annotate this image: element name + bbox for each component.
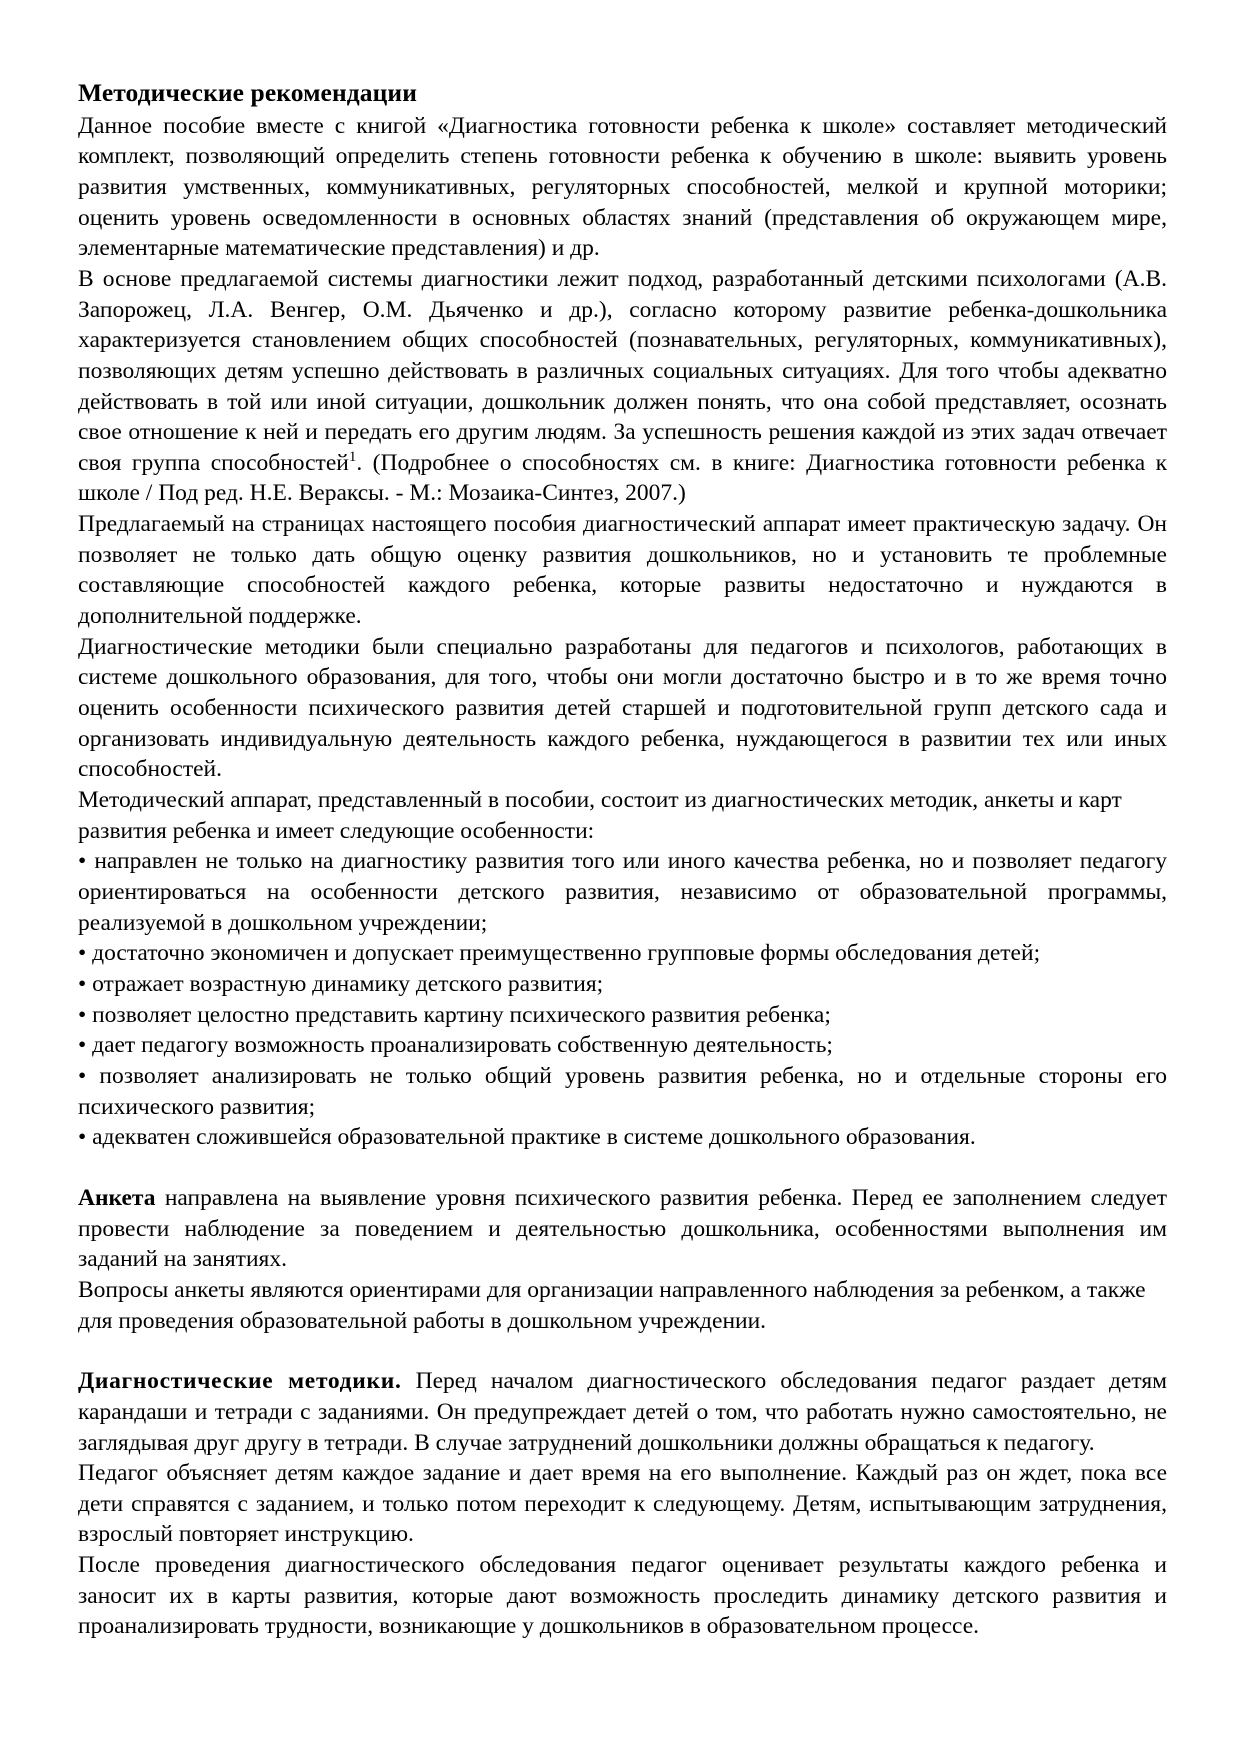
bullet-text: адекватен сложившейся образовательной практике в системе дошкольного образования. bbox=[92, 1124, 976, 1151]
section-text: направлена на выявление уровня психического развития ребенка. Перед ее заполнением следует провести наблюдение за поведением и деятельностью дошкольника, особенностями выполнения им заданий на занятиях. bbox=[78, 1184, 1167, 1273]
section-spacer bbox=[78, 1153, 1167, 1183]
bullet-marker: • bbox=[78, 848, 87, 875]
paragraph-text: Данное пособие вместе с книгой «Диагностика готовности ребенка к школе» составляет методический комплект, позволяющий определить степень готовности ребенка к обучению в школе: выявить уровень развития умственных, коммуникативных, регуляторных способностей, мелкой и крупной моторики; оценить уровень осведомленности в основных областях знаний (представления об окружающем мире, элементарные математические представления) и др. bbox=[78, 112, 1167, 262]
section-text: После проведения диагностического обследования педагог оценивает результаты каждого ребенка и заносит их в карты развития, которые дают возможность проследить динамику детского развития и проанализировать трудности, возникающие у дошкольников в образовательном процессе. bbox=[78, 1552, 1167, 1640]
bullet-marker: • bbox=[78, 970, 87, 997]
bullet-marker: • bbox=[78, 1062, 87, 1089]
bullet-text: позволяет анализировать не только общий уровень развития ребенка, но и отдельные стороны его психического развития; bbox=[78, 1062, 1167, 1120]
paragraph-methods-developed bbox=[78, 632, 1167, 785]
section-spacer bbox=[78, 1336, 1167, 1366]
paragraph-practical-task bbox=[78, 509, 1167, 632]
bullet-text: достаточно экономичен и допускает преимущественно групповые формы обследования детей; bbox=[92, 940, 1041, 967]
section-metodiki bbox=[78, 1366, 1167, 1458]
bullet-marker: • bbox=[78, 940, 87, 967]
section-metodiki-explain bbox=[78, 1458, 1167, 1550]
bullet-marker: • bbox=[78, 1032, 87, 1059]
paragraph-apparatus-features bbox=[78, 785, 1167, 846]
bullet-item bbox=[78, 1000, 1167, 1031]
section-text: Педагог объясняет детям каждое задание и дает время на его выполнение. Каждый раз он ждет, пока все дети справятся с заданием, и только потом переходит к следующему. Детям, испытывающим затруднения, взрослый повторяет инструкцию. bbox=[78, 1460, 1167, 1548]
page-title: Методические рекомендации bbox=[78, 78, 417, 107]
bullet-item bbox=[78, 1030, 1167, 1061]
footnote-marker: 1 bbox=[348, 448, 357, 465]
bullet-text: дает педагогу возможность проанализировать собственную деятельность; bbox=[92, 1032, 833, 1059]
bullet-item bbox=[78, 1061, 1167, 1122]
section-text: Перед началом диагностического обследования педагог раздает детям карандаши и тетради с заданиями. Он предупреждает детей о том, что работать нужно самостоятельно, не заглядывая друг другу в тетради. В случае затруднений дошкольники должны обращаться к педагогу. bbox=[78, 1368, 1168, 1456]
paragraph-text: Предлагаемый на страницах настоящего пособия диагностический аппарат имеет практическую задачу. Он позволяет не только дать общую оценку развития дошкольников, но и установить те проблемные составляющие способностей каждого ребенка, которые развиты недостаточно и нуждаются в дополнительной поддержке. bbox=[78, 511, 1167, 630]
section-anketa bbox=[78, 1183, 1167, 1275]
section-text: Вопросы анкеты являются ориентирами для организации направленного наблюдения за ребенком, а также для проведения образовательной работы в дошкольном учреждении. bbox=[78, 1276, 1146, 1334]
section-lead-anketa: Анкета bbox=[78, 1184, 156, 1211]
bullet-marker: • bbox=[78, 1124, 87, 1151]
section-lead-metodiki: Диагностические методики. bbox=[78, 1368, 402, 1395]
paragraph-text-after: . (Подробнее о способностях см. в книге: Диагностика готовности ребенка к школе / Под ред. Н.Е. Вераксы. - М.: Мозаика-Синтез, 2007.) bbox=[78, 449, 1167, 507]
paragraph-intro bbox=[78, 111, 1167, 264]
bullet-text: позволяет целостно представить картину психического развития ребенка; bbox=[92, 1001, 831, 1028]
bullet-item bbox=[78, 846, 1167, 938]
bullet-item bbox=[78, 938, 1167, 969]
section-metodiki-results bbox=[78, 1550, 1167, 1642]
bullet-marker: • bbox=[78, 1001, 87, 1028]
bullet-text: отражает возрастную динамику детского развития; bbox=[92, 970, 604, 997]
paragraph-text: Методический аппарат, представленный в пособии, состоит из диагностических методик, анкеты и карт развития ребенка и имеет следующие особенности: bbox=[78, 787, 1122, 844]
bullet-item bbox=[78, 969, 1167, 1000]
bullet-text: направлен не только на диагностику развития того или иного качества ребенка, но и позволяет педагогу ориентироваться на особенности детского развития, независимо от образовательной программы, реализуемой в дошкольном учреждении; bbox=[78, 848, 1167, 936]
paragraph-text: Диагностические методики были специально разработаны для педагогов и психологов, работающих в системе дошкольного образования, для того, чтобы они могли достаточно быстро и в то же время точно оценить особенности психического развития детей старшей и подготовительной групп детского сада и организовать индивидуальную деятельность каждого ребенка, нуждающегося в развитии тех или иных способностей. bbox=[78, 633, 1167, 783]
paragraph-foundation bbox=[78, 264, 1167, 509]
bullet-item bbox=[78, 1122, 1167, 1153]
section-anketa-questions bbox=[78, 1275, 1167, 1336]
paragraph-text: В основе предлагаемой системы диагностики лежит подход, разработанный детскими психологами (А.В. Запорожец, Л.А. Венгер, О.М. Дьяченко и др.), согласно которому развитие ребенка-дошкольника характеризуется становлением общих способностей (познавательных, регуляторных, коммуникативных), позволяющих детям успешно действовать в различных социальных ситуациях. Для того чтобы адекватно действовать в той или иной ситуации, дошкольник должен понять, что она собой представляет, осознать свое отношение к ней и передать его другим людям. За успешность решения каждой из этих задач отвечает своя группа способностей bbox=[78, 265, 1167, 476]
